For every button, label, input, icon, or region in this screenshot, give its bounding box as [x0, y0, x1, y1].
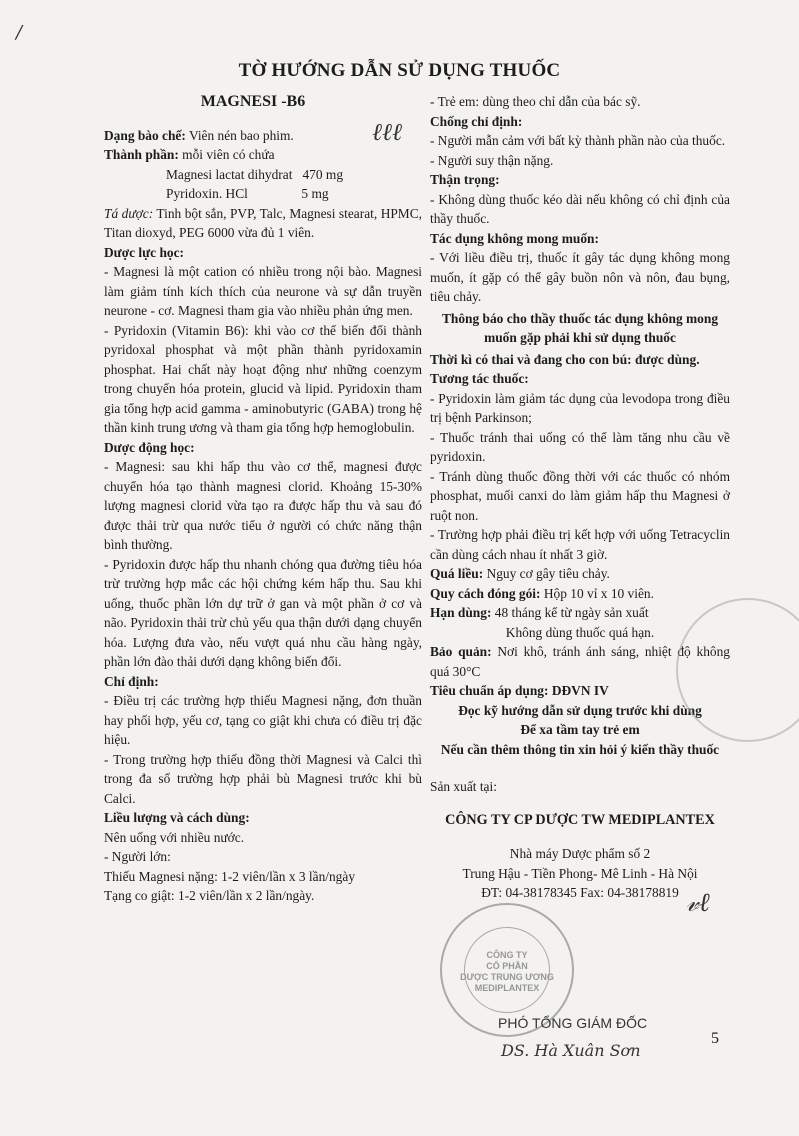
dosage-form-line: Dạng bào chế: Viên nén bao phim. [104, 127, 294, 143]
children-dosage: - Trẻ em: dùng theo chỉ dẫn của bác sỹ. [430, 94, 641, 109]
overdose-line: Quá liều: Nguy cơ gây tiêu chảy. [430, 566, 610, 581]
standard-line: Tiêu chuẩn áp dụng: DĐVN IV [430, 683, 609, 698]
company-phone: ĐT: 04-38178345 Fax: 04-38178819 [481, 885, 679, 901]
dosage-text-4: Tạng co giật: 1-2 viên/lần x 2 lần/ngày. [104, 888, 315, 903]
ingredient-pyridoxin: Pyridoxin. HCl 5 mg [166, 186, 329, 201]
dosage-text-1: Nên uống với nhiều nước. [104, 829, 245, 845]
adverse-heading: Tác dụng không mong muốn: [430, 230, 599, 246]
adverse-text: - Với liều điều trị, thuốc ít gây tác dụng không mong muốn, ít gặp có thể gây buồn nôn và nôn, đau bụng, tiêu chảy. [430, 250, 730, 304]
dosage-heading: Liều lượng và cách dùng: [104, 810, 250, 825]
excipients: Tá dược: Tinh bột sắn, PVP, Talc, Magnesi stearat, HPMC, Titan dioxyd, PEG 6000 vừa đủ 1 viên. [104, 205, 422, 240]
caution-text: - Không dùng thuốc kéo dài nếu không có chỉ định của thầy thuốc. [430, 191, 730, 226]
interactions-text-2: - Thuốc tránh thai uống có thể làm tăng nhu cầu về pyridoxin. [430, 429, 730, 464]
warning-consult: Nếu cần thêm thông tin xin hỏi ý kiến thầy thuốc [440, 741, 720, 757]
storage-line: Bảo quản: Nơi khô, tránh ánh sáng, nhiệt độ không quá 30°C [430, 644, 730, 679]
dosage-text-2: - Người lớn: [104, 849, 171, 864]
expiry-line: Hạn dùng: 48 tháng kể từ ngày sản xuất [430, 605, 649, 620]
pharmacokinetics-text-2: - Pyridoxin được hấp thu nhanh chóng qua đường tiêu hóa trừ trường hợp mắc các hội chứng kém hấp thu. Sau khi uống, thuốc phần lớn dự trữ ở gan và một phần ở cơ và não. Pyridoxin thải trừ chủ yếu qua thận dưới dạng chuyển hóa. Lượng đưa vào, nếu vượt quá nhu cầu hàng ngày, phần lớn đào thải dưới dạng không biến đổi. [104, 556, 422, 669]
contraindications-heading: Chống chỉ định: [430, 113, 523, 129]
caution-heading: Thận trọng: [430, 172, 500, 187]
corner-mark: / [16, 22, 23, 43]
initials-mark-2: 𝓋ℓ [686, 888, 710, 918]
adverse-notice: Thông báo cho thầy thuốc tác dụng không mong muốn gặp phải khi sử dụng thuốc [441, 310, 719, 345]
dosage-text-3: Thiếu Magnesi nặng: 1-2 viên/lần x 3 lần/ngày [104, 868, 356, 884]
packaging-line: Quy cách đóng gói: Hộp 10 vỉ x 10 viên. [430, 585, 654, 601]
signatory-name: DS. Hà Xuân Sơn [501, 1041, 641, 1060]
pharmacodynamics-heading: Dược lực học: [104, 244, 185, 260]
company-stamp: CÔNG TY CỔ PHẦN DƯỢC TRUNG ƯƠNG MEDIPLANTEX [440, 903, 574, 1037]
indications-text-1: - Điều trị các trường hợp thiếu Magnesi nặng, đơn thuần hay phối hợp, yếu cơ, tạng co giật khi chưa có điều trị đặc hiệu. [104, 693, 422, 747]
warning-read-instructions: Đọc kỹ hướng dẫn sử dụng trước khi dùng [458, 702, 702, 718]
factory-name: Nhà máy Dược phẩm số 2 [509, 846, 651, 862]
contraindications-text-1: - Người mẫn cảm với bất kỳ thành phần nào của thuốc. [430, 133, 726, 148]
left-column [104, 92, 422, 906]
warning-children: Để xa tầm tay trẻ em [520, 722, 640, 737]
indications-text-2: - Trong trường hợp thiếu đồng thời Magnesi và Calci thì trong đa số trường hợp phải bù Magnesi trước khi bù Calci. [104, 751, 422, 806]
pharmacodynamics-text-1: - Magnesi là một cation có nhiều trong nội bào. Magnesi làm giảm tính kích thích của neurone và sự dẫn truyền neurone - cơ. Magnesi tham gia vào nhiều phản ứng men. [104, 264, 422, 318]
composition-line: Thành phần: mỗi viên có chứa [104, 147, 275, 162]
right-column [430, 92, 730, 903]
contraindications-text-2: - Người suy thận nặng. [430, 152, 554, 168]
company-name: CÔNG TY CP DƯỢC TW MEDIPLANTEX [445, 811, 715, 828]
indications-heading: Chỉ định: [104, 673, 159, 689]
interactions-text-4: - Trường hợp phải điều trị kết hợp với uống Tetracyclin cần dùng cách nhau ít nhất 3 giờ. [430, 527, 730, 562]
drug-name: MAGNESI -B6 [200, 93, 306, 110]
company-address: Trung Hậu - Tiền Phong- Mê Linh - Hà Nội [462, 865, 698, 881]
document-title: TỜ HƯỚNG DẪN SỬ DỤNG THUỐC [238, 60, 561, 81]
pregnancy-line: Thời kì có thai và đang cho con bú: được dùng. [430, 351, 700, 367]
interactions-text-1: - Pyridoxin làm giảm tác dụng của levodopa trong điều trị bệnh Parkinson; [430, 390, 730, 425]
expiry-line-2: Không dùng thuốc quá hạn. [505, 624, 655, 640]
made-at-label: Sản xuất tại: [430, 779, 497, 794]
signatory-title: PHÓ TỔNG GIÁM ĐỐC [498, 1015, 648, 1031]
pharmacokinetics-heading: Dược động học: [104, 439, 195, 455]
ingredient-magnesi: Magnesi lactat dihydrat 470 mg [166, 166, 344, 182]
page-number: 5 [711, 1030, 719, 1047]
initials-mark: ℓℓℓ [372, 118, 402, 146]
pharmacokinetics-text-1: - Magnesi: sau khi hấp thu vào cơ thể, magnesi được chuyển hóa tạo thành magnesi clorid. Khoảng 15-30% lượng magnesi clorid vừa tạo ra được hấp thu và sau đó được thải trừ qua nước tiểu ở người có chức năng thận bình thường. [104, 459, 422, 552]
interactions-text-3: - Tránh dùng thuốc đồng thời với các thuốc có nhóm phosphat, muối canxi do làm giảm hấp thu Magnesi ở ruột non. [430, 468, 730, 523]
interactions-heading: Tương tác thuốc: [430, 371, 529, 386]
pharmacodynamics-text-2: - Pyridoxin (Vitamin B6): khi vào cơ thể biến đổi thành pyridoxal phosphat và một phần thành pyridoxamin phosphat. Hai chất này hoạt động như những coenzym trong chuyển hóa protein, glucid và lipid. Pyridoxin tham gia tổng hợp acid gamma - aminobutyric (GABA) trong hệ thần kinh trung ương và tham gia tổng hợp hemoglobulin. [104, 322, 422, 435]
